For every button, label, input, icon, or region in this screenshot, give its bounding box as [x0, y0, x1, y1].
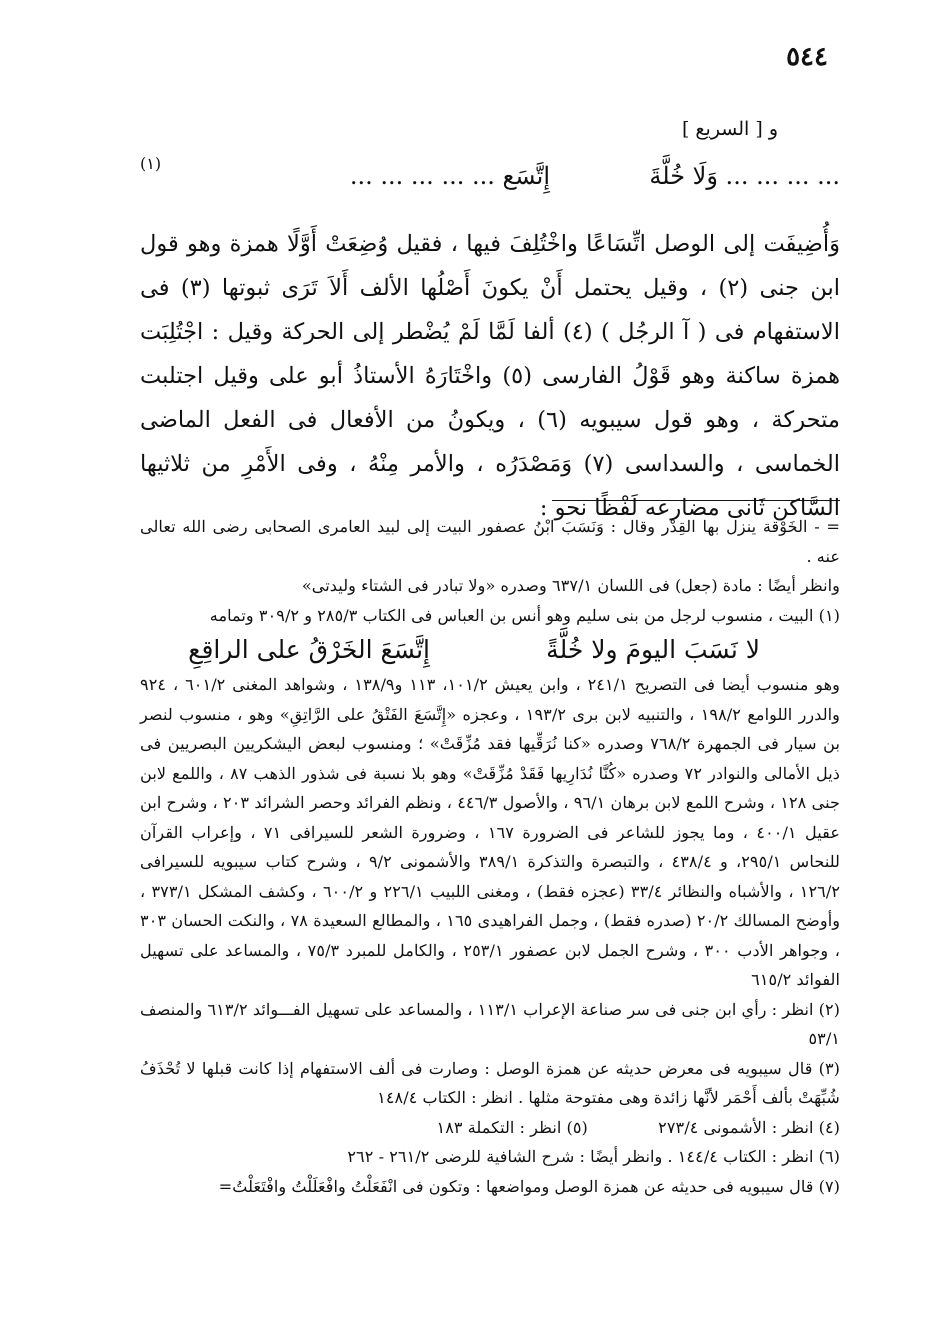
verse-left-part: إِتَّسَع ... ... ... ... ... — [349, 162, 550, 190]
meter-label: و [ السريع ] — [681, 118, 778, 140]
verse-footnote-ref: (١) — [140, 154, 162, 173]
footnote-1-verse — [140, 630, 820, 670]
footnote-4: (٤) انظر : الأشمونى ٢٧٣/٤ — [658, 1117, 840, 1137]
verse-right-part: ... ... ... ... وَلَا خُلَّةَ — [649, 162, 840, 190]
footnote-3: (٣) قال سيبويه فى معرض حديثه عن همزة الوصل : وصارت فى ألف الاستفهام إذا كانت قبلها لا تُحْذَفُ شُبِّهَتْ بألف أَحْمَر لأنَّها زائدة وهى مفتوحة مثلها . انظر : الكتاب ١٤٨/٤ — [140, 1058, 840, 1107]
footnote-1-hemistich-1: لا نَسَبَ اليومَ ولا خُلَّةً — [546, 635, 760, 664]
footnote-separator — [552, 500, 840, 501]
footnote-7: (٧) قال سيبويه فى حديثه عن همزة الوصل ومواضعها : وتكون فى انْفَعَلْتُ وافْعَلَلْتُ وافْتَعَلْتُ= — [218, 1176, 840, 1196]
footnote-1-intro: (١) البيت ، منسوب لرجل من بنى سليم وهو أنس بن العباس فى الكتاب ٢٨٥/٣ و ٣٠٩/٢ وتمامه — [209, 605, 840, 625]
footnote-4-5-row — [140, 1113, 840, 1143]
footnote-6: (٦) انظر : الكتاب ١٤٤/٤ . وانظر أيضًا : شرح الشافية للرضى ٢٦١/٢ - ٢٦٢ — [347, 1147, 840, 1166]
page-number: ٥٤٤ — [786, 42, 828, 72]
footnote-1-hemistich-2: إِتَّسَعَ الخَرْقُ على الراقِعِ — [188, 635, 430, 664]
footnote-continuation-2: وانظر أيضًا : مادة (جعل) فى اللسان ٦٣٧/١ وصدره «ولا تبادر فى الشتاء وليدتى» — [301, 576, 840, 595]
main-paragraph: وَأُضِيفَت إلى الوصل اتِّسَاعًا واخْتُلِفَ فيها ، فقيل وُضِعَتْ أَوَّلًا همزة وهو قول ابن جنى (٢) ، وقيل يحتمل أَنْ يكونَ أَصْلُها الألف أَلاَ تَرَى ثبوتها (٣) فى الاستفهام فى ( آ الرجُل ) (٤) ألفا لَمَّا لَمْ يُضْطر إلى الحركة وقيل : اجْتُلِبَت همزة ساكنة وهو قَوْلُ الفارسى (٥) واخْتَارَهُ الأستاذُ أبو على وقيل اجتلبت متحركة ، وهو قول سيبويه (٦) ، ويكونُ من الأفعال فى الفعل الماضى الخماسى ، والسداسى (٧) وَمَصْدَرُه ، والأمر مِنْهُ ، وفى الأَمْرِ من ثلاثيها السَّاكن ثَانى مضارعه لَفْظًا نحو : — [140, 231, 840, 521]
footnote-continuation-1: = - الخَوْقة ينزل بها القِدْر وقال : وَنَسَبَ ابْنُ عصفور البيت إلى لبيد العامرى الصحابى رضى الله تعالى عنه . — [140, 517, 840, 566]
footnotes — [140, 512, 840, 1201]
verse-line — [140, 154, 840, 202]
footnote-5: (٥) انظر : التكملة ١٨٣ — [436, 1117, 588, 1137]
footnote-2: (٢) انظر : رأي ابن جنى فى سر صناعة الإعراب ١١٣/١ ، والمساعد على تسهيل الفـــوائد ٦١٣/٢ والمنصف ٥٣/١ — [140, 999, 840, 1048]
footnote-1-body: وهو منسوب أيضا فى التصريح ٢٤١/١ ، وابن يعيش ١٠١/٢، ١١٣ و١٣٨/٩ ، وشواهد المغنى ٦٠١/٢ ، ٩٢٤ والدرر اللوامع ١٩٨/٢ ، والتنبيه لابن برى ١٩٣/٢ ، وعجزه «إِتَّسَعَ الفَتْقُ على الرَّاتِقِ» وهو ، منسوب لنصر بن سيار فى الجمهرة ٧٦٨/٢ وصدره «كنا نُرَقِّيها فقد مُزِّقَتْ» ؛ ومنسوب لبعض اليشكريين البصريين فى ذيل الأمالى والنوادر ٧٢ وصدره «كُنَّا نُدَارِيها فَقَدْ مُزِّقَتْ» وهو بلا نسبة فى شذور الذهب ٨٧ ، واللمع لابن جنى ١٢٨ ، وشرح اللمع لابن برهان ٩٦/١ ، والأصول ٤٤٦/٣ ، ونظم الفرائد وحصر الشرائد ٢٠٣ ، وشرح ابن عقيل ٤٠٠/١ ، وما يجوز للشاعر فى الضرورة ١٦٧ ، وضرورة الشعر للسيرافى ٧١ ، وإعراب القرآن للنحاس ٢٩٥/١، و ٤٣٨/٤ ، والتبصرة والتذكرة ٣٨٩/١ والأشمونى ٩/٢ ، وشرح كتاب سيبويه للسيرافى ١٢٦/٢ ، والأشباه والنظائر ٣٣/٤ (عجزه فقط) ، ومغنى اللبيب ٢٢٦/١ و ٦٠٠/٢ ، وكشف المشكل ٣٧٣/١ ، وأوضح المسالك ٢٠/٢ (صدره فقط) ، وجمل الفراهيدى ١٦٥ ، والمطالع السعيدة ٧٨ ، والنكت الحسان ٣٠٣ ، وجواهر الأدب ٣٠٠ ، وشرح الجمل لابن عصفور ٢٥٣/١ ، والكامل للمبرد ٧٥/٣ ، والمساعد على تسهيل الفوائد ٦١٥/٢ — [140, 675, 841, 989]
